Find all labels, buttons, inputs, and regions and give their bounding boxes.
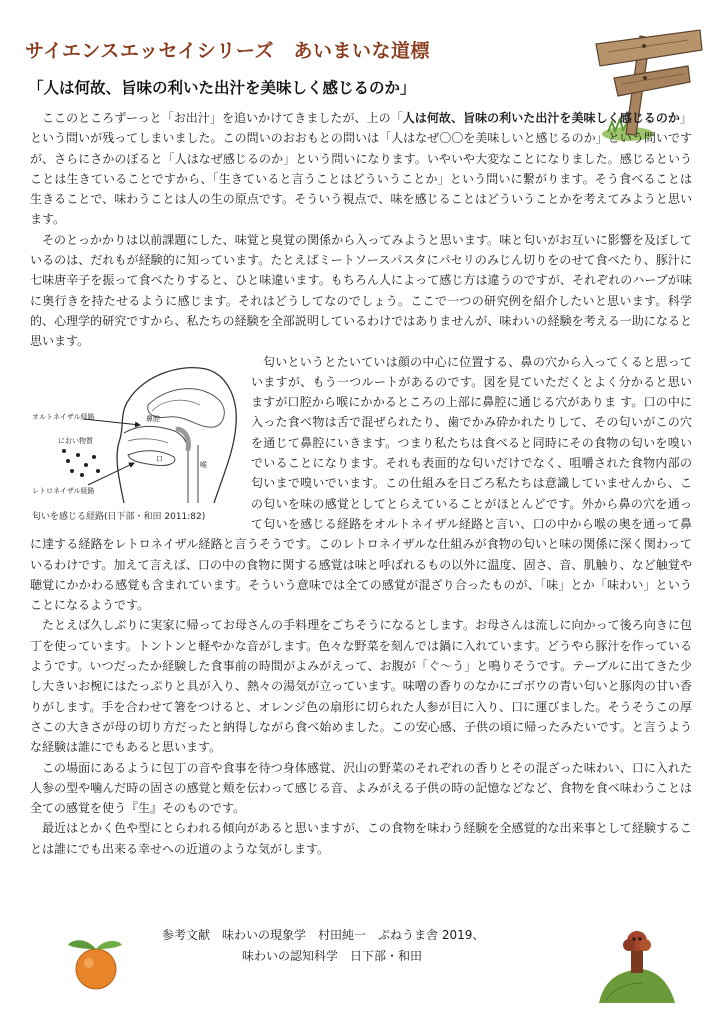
paragraph-5: この場面にあるように包丁の音や食事を待つ身体感覚、沢山の野菜のそれぞれの香りとその混ざった味わい、口に入れた人参の型や噛んだ時の固さの感覚と頬を伝わって感じる音、よみがえる子供の時の記憶などなど、食物を食べ味わうことは全ての感覚を使う『生』そのものです。 <box>30 760 692 816</box>
label-smell: におい物質 <box>58 436 93 445</box>
smell-pathway-figure <box>28 355 241 525</box>
paragraph-4: たとえば久しぶりに実家に帰ってお母さんの手料理をごちそうになるとします。お母さんは流しに向かって後ろ向きに包丁を使っています。トントンと軽やかな音がします。色々な野菜を刻んでは鍋に入れています。どうやら豚汁を作っているようです。いつだったか経験した食事前の時間がよみがえって、お腹が「ぐ～う」と鳴りそうです。テーブルに出てきた少し大きいお椀にはたっぷりと具が入り、熱々の湯気が立っています。味噌の香りのなかにゴボウの青い匂いと豚肉の甘い香りがします。手を合わせて箸をつけると、オレンジ色の扇形に切られた人参が目に入り、口に運びました。そうそうこの厚さこの大きさが母の切り方だったと納得しながら食べ始めました。この安心感、子供の頃に帰ったみたいです。と言うような経験は誰にでもあると思います。 <box>30 618 692 755</box>
reference-line-2: 味わいの認知科学 日下部・和田 <box>242 949 423 963</box>
reference-line-1: 参考文献 味わいの現象学 村田純一 ぷねうま舎 2019、 <box>162 928 485 942</box>
paragraph-3: 匂いというとたいていは顔の中心に位置する、鼻の穴から入ってくると思っていますが、もう一つルートがあるのです。図を見ていただくとよく分かると思いますが口腔から喉にかかるところの上部に鼻腔に通じる穴がありま す。口の中に入った食べ物は舌で混ぜられたり、歯でかみ砕かれたりして、その匂いがこの穴を通じて鼻腔にいきます。つまり私たちは食べると同時にその食物の匂いを嗅いでいることになります。それも表面的な匂いだけでなく、咀嚼された食物内部の匂いまで嗅いでいます。この仕組みを日ごろ私たちは意識していませんから、この匂いを味の感覚としてとらえていることがほとんどです。外から鼻の穴を通って匂いを感じる経路をオルトネイザル経路と言い、口の中から喉の奥を通って鼻に達する経路をレトロネイザル経路と言うそうです。このレトロネイザルな仕組みが食物の匂いと味の関係に深く関わっているわけです。加えて言えば、口の中の食物に関する感覚は味と呼ばれるもの以外に温度、固さ、音、肌触り、など触覚や聴覚にかかわる感覚も含まれています。そういう意味では全ての感覚が混ざり合ったものが、「味」とか「味わい」ということになるようです。 <box>30 354 692 613</box>
label-retro: レトロネイザル経路 <box>32 486 95 495</box>
label-mouth: 口 <box>156 454 163 463</box>
paragraph-2: そのとっかかりは以前課題にした、味覚と臭覚の関係から入ってみようと思います。味と匂いがお互いに影響を及ぼしているのは、だれもが経験的に知っています。たとえばミートソースパスタにパセリのみじん切りをのせて食べたり、豚汁に七味唐辛子を振って食べたりすると、ひと味違います。もちろん人によって感じ方は違うのですが、それぞれのハーブが味に奥行きを持たせるように感じます。それはどうしてなのでしょう。ここで一つの研究例を紹介したいと思います。科学的、心理学的研究ですから、私たちの経験を全部説明しているわけではありませんが、味わいの経験を考える一助になると思います。 <box>30 232 692 349</box>
head-cross-section-diagram <box>28 355 241 505</box>
label-nose: 鼻腔 <box>146 414 160 423</box>
tree-illustration <box>595 925 677 1005</box>
paragraph-6: 最近はとかく色や型にとらわれる傾向があると思いますが、この食物を味わう経験を全感覚的な出来事として経験することは誰にでも出来る幸せへの近道のような気がします。 <box>30 821 692 856</box>
label-throat: 喉 <box>200 460 207 469</box>
paragraph-1-bold: 人は何故、旨味の利いた出汁を美味しく感じるのか <box>402 111 680 125</box>
figure-caption: 匂いを感じる経路(日下部・和田 2011:82) <box>32 511 206 522</box>
paragraph-1-text-c: 」という問いが残ってしまいました。この問いのおおもとの問いは「人はなぜ〇〇を美味しいと感じるのか」という問いですが、さらにさかのぼると「人はなぜ感じるのか」という問いになります。いやいや大変なことになりました。感じるということは生きていることですから、「生きていると言うことはどういうことか」という問いに繋がります。そう食べることは生きることで、味わうことは人の生の原点です。そういう視点で、味を感じることはどういうことかを考えてみようと思います。 <box>30 111 692 227</box>
label-ortho: オルトネイザル経路 <box>32 412 95 421</box>
paragraph-1-text-a: ここのところずーっと「お出汁」を追いかけてきましたが、上の「 <box>42 111 403 125</box>
paragraph-1 <box>30 108 692 230</box>
series-title: サイエンスエッセイシリーズ あいまいな道標 <box>25 40 430 62</box>
essay-body <box>30 108 692 859</box>
references <box>162 925 484 967</box>
essay-subtitle: 「人は何故、旨味の利いた出汁を美味しく感じるのか」 <box>28 79 416 97</box>
orange-illustration <box>64 933 126 991</box>
